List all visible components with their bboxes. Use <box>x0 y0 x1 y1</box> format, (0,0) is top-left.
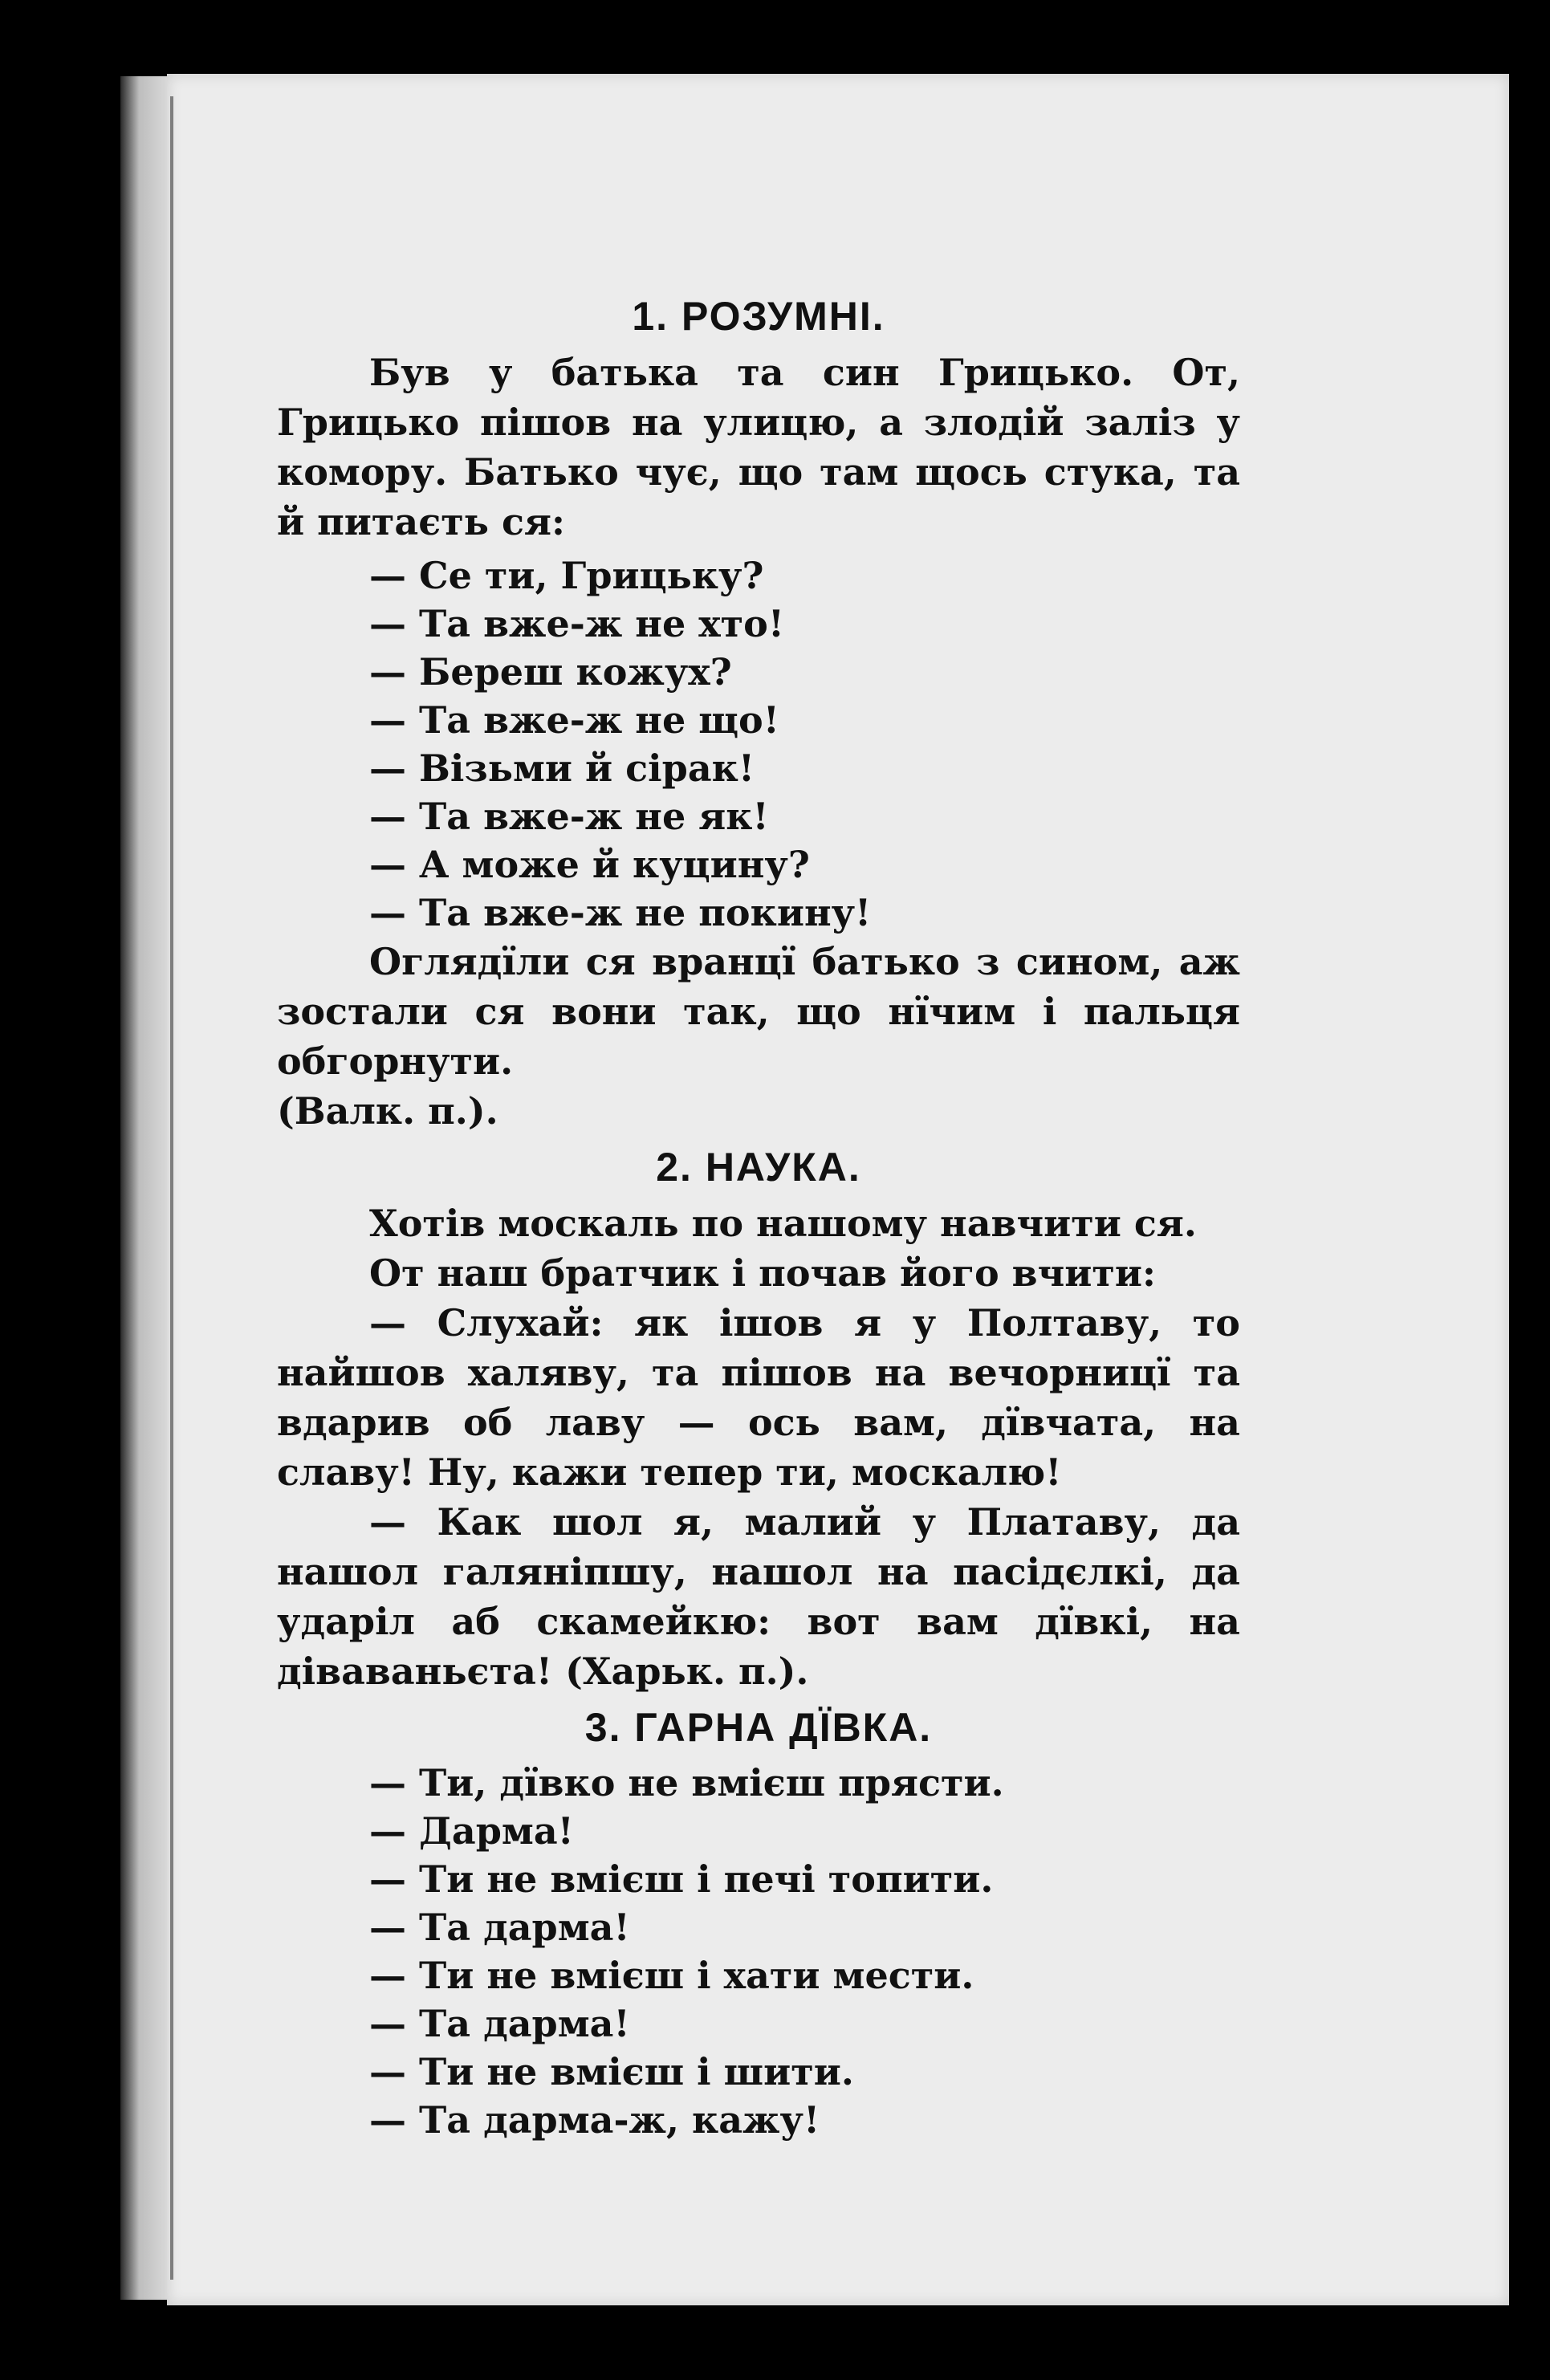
dialog-line: — Дарма! <box>369 1809 574 1853</box>
dialog-line: — Та вже-ж не покину! <box>369 891 872 934</box>
dialog-line: — А може й куцину? <box>369 843 810 886</box>
previous-page-edge <box>120 76 167 2300</box>
dialog-line: — Візьми й сірак! <box>369 747 755 790</box>
dialog-line: — Та вже-ж не хто! <box>369 602 785 645</box>
dialog-line: — Ти не вмієш і шити. <box>369 2050 854 2093</box>
page-text <box>277 285 1240 2144</box>
dialog-line: — Ти не вмієш і хати мести. <box>369 1954 974 1997</box>
section-outro: Оглядїли ся вранцї батько з сином, аж зостали ся вони так, що нїчим і пальця обгорнути. <box>277 940 1240 1083</box>
dialog-line: — Та дарма-ж, кажу! <box>369 2098 820 2142</box>
dialog-line: — Береш кожух? <box>369 650 732 694</box>
dialog-line: — Та дарма! <box>369 2002 630 2045</box>
section-intro: Був у батька та син Грицько. От, Грицько пішов на улицю, а злодій заліз у комору. Батько чує, що там щось стука, та й питаєть ся: <box>277 351 1240 543</box>
paragraph: Хотів москаль по нашому навчити ся. <box>369 1202 1197 1245</box>
section-title: 2. НАУКА. <box>656 1145 861 1190</box>
dialog-line: — Та вже-ж не що! <box>369 698 779 742</box>
paragraph: — Слухай: як ішов я у Полтаву, то найшов халяву, та пішов на вечорницї та вдарив об лаву — ось вам, дївчата, на славу! Ну, кажи тепер ти, москалю! <box>277 1301 1240 1494</box>
page-fold <box>170 96 173 2280</box>
section-title: 3. ГАРНА ДЇВКА. <box>584 1705 933 1750</box>
dialog-line: — Та дарма! <box>369 1906 630 1949</box>
paragraph: — Как шол я, малий у Платаву, да нашол галяніпшу, нашол на пасідєлкі, да ударіл аб скамейкю: вот вам дївкі, на діваваньєта! (Харьк. п.). <box>277 1500 1240 1693</box>
paragraph: От наш братчик і почав його вчити: <box>369 1251 1157 1295</box>
section-title: 1. РОЗУМНІ. <box>632 294 885 339</box>
dialog-line: — Ти не вмієш і печі топити. <box>369 1857 994 1901</box>
source-note: (Валк. п.). <box>277 1089 498 1133</box>
dialog-line: — Та вже-ж не як! <box>369 795 769 838</box>
dialog-line: — Ти, дївко не вмієш прясти. <box>369 1761 1004 1804</box>
dialog-line: — Се ти, Грицьку? <box>369 554 764 597</box>
